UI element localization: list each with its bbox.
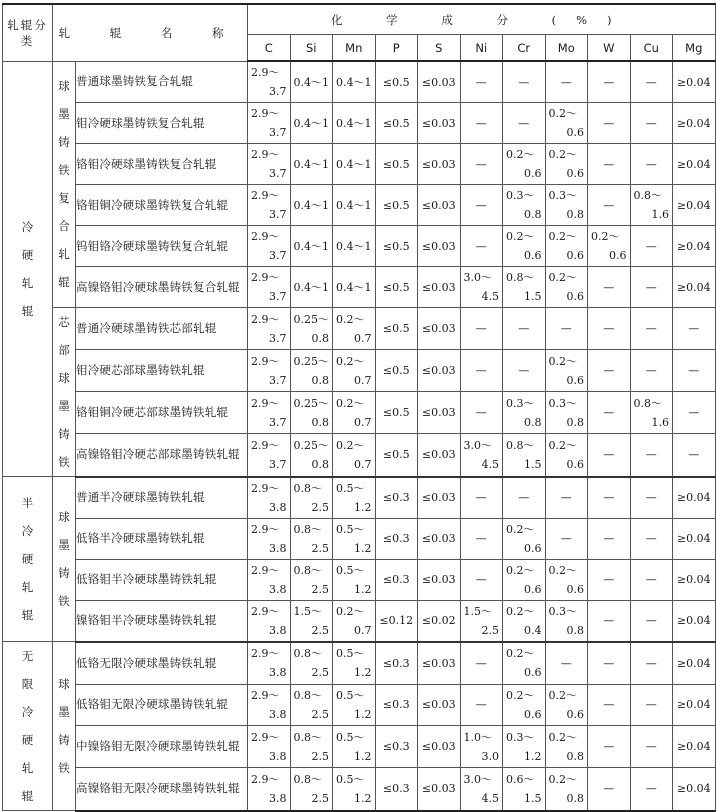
- value-cell-cu: —: [630, 726, 673, 768]
- value-cell-c: 2.9～ 3.8: [248, 477, 291, 519]
- value-cell-ni: 3.0～ 4.5: [460, 267, 503, 308]
- value-cell-ni: —: [460, 642, 503, 685]
- table-row: [3, 144, 716, 185]
- value-cell-w: —: [588, 392, 631, 434]
- value-cell-w: —: [588, 518, 631, 559]
- value-cell-si: 1.5～ 2.5: [290, 600, 333, 642]
- value-cell-cr: 0.3～ 1.2: [503, 726, 546, 768]
- value-cell-mo: 0.2～ 0.6: [545, 684, 588, 726]
- element-header-mn: Mn: [333, 35, 376, 62]
- roll-category-cell: 半 冷 硬 轧 辊: [3, 477, 53, 642]
- value-cell-cu: —: [630, 61, 673, 103]
- value-cell-mo: 0.2～ 0.6: [545, 267, 588, 308]
- value-cell-ni: —: [460, 185, 503, 226]
- roll-name-cell: 低铬钼无限冷硬球墨铸铁轧辊: [76, 684, 248, 726]
- table-row: [3, 477, 716, 519]
- value-cell-cr: 0.8～ 1.5: [503, 434, 546, 477]
- composition-table: [2, 3, 716, 812]
- value-cell-mg: ≥0.04: [673, 684, 716, 726]
- table-row: [3, 103, 716, 144]
- value-cell-p: ≤0.5: [375, 61, 418, 103]
- table-row: [3, 392, 716, 434]
- value-cell-p: ≤0.5: [375, 144, 418, 185]
- value-cell-mg: ≥0.04: [673, 267, 716, 308]
- value-cell-mn: 0.4～1: [333, 103, 376, 144]
- value-cell-mn: 0.2～ 0.7: [333, 308, 376, 350]
- value-cell-cu: —: [630, 350, 673, 392]
- value-cell-cu: —: [630, 267, 673, 308]
- value-cell-mo: 0.2～ 0.6: [545, 559, 588, 600]
- roll-name-cell: 高镍铬钼无限冷硬球墨铸铁轧辊: [76, 768, 248, 811]
- value-cell-w: —: [588, 185, 631, 226]
- table-row: [3, 308, 716, 350]
- value-cell-si: 0.4～1: [290, 267, 333, 308]
- value-cell-s: ≤0.02: [418, 600, 461, 642]
- value-cell-mo: —: [545, 61, 588, 103]
- table-row: [3, 226, 716, 267]
- value-cell-p: ≤0.12: [375, 600, 418, 642]
- value-cell-c: 2.9～ 3.8: [248, 518, 291, 559]
- table-row: [3, 559, 716, 600]
- value-cell-s: ≤0.03: [418, 144, 461, 185]
- value-cell-cr: 0.2～ 0.6: [503, 559, 546, 600]
- roll-name-cell: 铬钼铜冷硬球墨铸铁复合轧辊: [76, 185, 248, 226]
- value-cell-w: —: [588, 144, 631, 185]
- table-body: [3, 61, 716, 811]
- value-cell-p: ≤0.5: [375, 350, 418, 392]
- value-cell-mg: ≥0.04: [673, 642, 716, 685]
- value-cell-s: ≤0.03: [418, 768, 461, 811]
- value-cell-si: 0.25～ 0.8: [290, 308, 333, 350]
- value-cell-cu: 0.8～ 1.6: [630, 392, 673, 434]
- element-header-si: Si: [290, 35, 333, 62]
- value-cell-mn: 0.4～1: [333, 61, 376, 103]
- value-cell-cr: 0.2～ 0.4: [503, 600, 546, 642]
- table-row: [3, 600, 716, 642]
- value-cell-s: ≤0.03: [418, 392, 461, 434]
- value-cell-mo: 0.3～ 0.8: [545, 392, 588, 434]
- value-cell-w: —: [588, 768, 631, 811]
- value-cell-cr: 0.3～ 0.8: [503, 392, 546, 434]
- value-cell-mn: 0.5～ 1.2: [333, 726, 376, 768]
- value-cell-cr: —: [503, 477, 546, 519]
- value-cell-w: 0.2～ 0.6: [588, 226, 631, 267]
- value-cell-cu: —: [630, 518, 673, 559]
- value-cell-s: ≤0.03: [418, 226, 461, 267]
- table-row: [3, 518, 716, 559]
- value-cell-w: —: [588, 61, 631, 103]
- value-cell-cr: 0.2～ 0.6: [503, 684, 546, 726]
- value-cell-mg: —: [673, 434, 716, 477]
- value-cell-c: 2.9～ 3.7: [248, 350, 291, 392]
- value-cell-cr: 0.2～ 0.6: [503, 144, 546, 185]
- table-row: [3, 642, 716, 685]
- value-cell-mo: 0.2～ 0.8: [545, 726, 588, 768]
- value-cell-p: ≤0.3: [375, 642, 418, 685]
- table-row: [3, 267, 716, 308]
- value-cell-ni: 1.0～ 3.0: [460, 726, 503, 768]
- value-cell-ni: 3.0～ 4.5: [460, 768, 503, 811]
- value-cell-p: ≤0.5: [375, 267, 418, 308]
- value-cell-mn: 0.5～ 1.2: [333, 477, 376, 519]
- value-cell-p: ≤0.5: [375, 308, 418, 350]
- value-cell-cu: —: [630, 308, 673, 350]
- value-cell-mo: 0.2～ 0.6: [545, 434, 588, 477]
- roll-name-cell: 低铬无限冷硬球墨铸铁轧辊: [76, 642, 248, 685]
- roll-name-cell: 钨钼铬冷硬球墨铸铁复合轧辊: [76, 226, 248, 267]
- value-cell-p: ≤0.5: [375, 392, 418, 434]
- element-header-c: C: [248, 35, 291, 62]
- table-row: [3, 768, 716, 811]
- value-cell-c: 2.9～ 3.7: [248, 144, 291, 185]
- value-cell-mo: —: [545, 642, 588, 685]
- roll-name-cell: 普通半冷硬球墨铸铁轧辊: [76, 477, 248, 519]
- value-cell-cr: 0.2～ 0.6: [503, 642, 546, 685]
- value-cell-cu: —: [630, 226, 673, 267]
- value-cell-p: ≤0.3: [375, 518, 418, 559]
- value-cell-cu: 0.8～ 1.6: [630, 185, 673, 226]
- value-cell-mg: ≥0.04: [673, 185, 716, 226]
- value-cell-cu: —: [630, 642, 673, 685]
- element-header-mo: Mo: [545, 35, 588, 62]
- value-cell-si: 0.4～1: [290, 61, 333, 103]
- value-cell-c: 2.9～ 3.7: [248, 392, 291, 434]
- value-cell-cr: 0.8～ 1.5: [503, 267, 546, 308]
- value-cell-si: 0.4～1: [290, 226, 333, 267]
- value-cell-s: ≤0.03: [418, 559, 461, 600]
- value-cell-w: —: [588, 434, 631, 477]
- value-cell-c: 2.9～ 3.7: [248, 226, 291, 267]
- value-cell-mg: ≥0.04: [673, 226, 716, 267]
- element-header-cu: Cu: [630, 35, 673, 62]
- element-header-p: P: [375, 35, 418, 62]
- value-cell-mn: 0.5～ 1.2: [333, 642, 376, 685]
- value-cell-mo: —: [545, 518, 588, 559]
- table-row: [3, 434, 716, 477]
- value-cell-cr: 0.2～ 0.6: [503, 226, 546, 267]
- value-cell-ni: —: [460, 308, 503, 350]
- roll-name-cell: 低铬钼半冷硬球墨铸铁轧辊: [76, 559, 248, 600]
- roll-name-cell: 普通球墨铸铁复合轧辊: [76, 61, 248, 103]
- value-cell-ni: —: [460, 477, 503, 519]
- value-cell-mn: 0.4～1: [333, 185, 376, 226]
- value-cell-w: —: [588, 308, 631, 350]
- value-cell-w: —: [588, 103, 631, 144]
- value-cell-cu: —: [630, 559, 673, 600]
- value-cell-ni: —: [460, 144, 503, 185]
- roll-name-cell: 低铬半冷硬球墨铸铁轧辊: [76, 518, 248, 559]
- value-cell-cu: —: [630, 434, 673, 477]
- value-cell-si: 0.4～1: [290, 185, 333, 226]
- value-cell-mn: 0.4～1: [333, 267, 376, 308]
- value-cell-p: ≤0.3: [375, 768, 418, 811]
- value-cell-cr: —: [503, 350, 546, 392]
- value-cell-p: ≤0.5: [375, 434, 418, 477]
- value-cell-si: 0.25～ 0.8: [290, 350, 333, 392]
- value-cell-si: 0.8～ 2.5: [290, 477, 333, 519]
- value-cell-cr: —: [503, 103, 546, 144]
- element-header-ni: Ni: [460, 35, 503, 62]
- element-header-s: S: [418, 35, 461, 62]
- roll-name-cell: 高镍铬钼冷硬球墨铸铁复合轧辊: [76, 267, 248, 308]
- value-cell-mn: 0.4～1: [333, 226, 376, 267]
- value-cell-mn: 0.4～1: [333, 144, 376, 185]
- header-roll-name: 轧 辊 名 称: [53, 4, 248, 61]
- value-cell-mo: 0.2～ 0.6: [545, 103, 588, 144]
- value-cell-w: —: [588, 600, 631, 642]
- value-cell-mo: 0.2～ 0.6: [545, 144, 588, 185]
- value-cell-mg: ≥0.04: [673, 768, 716, 811]
- value-cell-si: 0.8～ 2.5: [290, 726, 333, 768]
- value-cell-s: ≤0.03: [418, 308, 461, 350]
- value-cell-mg: —: [673, 392, 716, 434]
- value-cell-s: ≤0.03: [418, 477, 461, 519]
- value-cell-ni: 1.5～ 2.5: [460, 600, 503, 642]
- value-cell-si: 0.8～ 2.5: [290, 768, 333, 811]
- value-cell-mo: 0.3～ 0.8: [545, 185, 588, 226]
- value-cell-si: 0.8～ 2.5: [290, 684, 333, 726]
- value-cell-s: ≤0.03: [418, 61, 461, 103]
- element-header-cr: Cr: [503, 35, 546, 62]
- roll-category-cell: 无 限 冷 硬 轧 辊: [3, 642, 53, 811]
- value-cell-cu: —: [630, 684, 673, 726]
- value-cell-p: ≤0.3: [375, 559, 418, 600]
- value-cell-w: —: [588, 477, 631, 519]
- value-cell-w: —: [588, 684, 631, 726]
- table-row: [3, 61, 716, 103]
- value-cell-ni: —: [460, 518, 503, 559]
- value-cell-cu: —: [630, 600, 673, 642]
- table-row: [3, 726, 716, 768]
- roll-name-cell: 镍铬钼半冷硬球墨铸铁轧辊: [76, 600, 248, 642]
- value-cell-mn: 0.2～ 0.7: [333, 350, 376, 392]
- roll-category-cell: 冷 硬 轧 辊: [3, 61, 53, 477]
- value-cell-ni: —: [460, 350, 503, 392]
- value-cell-c: 2.9～ 3.8: [248, 726, 291, 768]
- element-header-mg: Mg: [673, 35, 716, 62]
- value-cell-cu: —: [630, 768, 673, 811]
- value-cell-si: 0.8～ 2.5: [290, 559, 333, 600]
- value-cell-mo: —: [545, 477, 588, 519]
- value-cell-ni: —: [460, 226, 503, 267]
- value-cell-s: ≤0.03: [418, 103, 461, 144]
- value-cell-s: ≤0.03: [418, 726, 461, 768]
- value-cell-ni: —: [460, 559, 503, 600]
- roll-name-cell: 普通冷硬球墨铸铁芯部轧辊: [76, 308, 248, 350]
- value-cell-mg: ≥0.04: [673, 61, 716, 103]
- value-cell-mg: ≥0.04: [673, 518, 716, 559]
- value-cell-mn: 0.2～ 0.7: [333, 600, 376, 642]
- value-cell-p: ≤0.5: [375, 103, 418, 144]
- value-cell-cr: 0.3～ 0.8: [503, 185, 546, 226]
- element-header-w: W: [588, 35, 631, 62]
- value-cell-c: 2.9～ 3.7: [248, 308, 291, 350]
- roll-name-cell: 铬钼冷硬球墨铸铁复合轧辊: [76, 144, 248, 185]
- value-cell-mn: 0.5～ 1.2: [333, 768, 376, 811]
- value-cell-c: 2.9～ 3.7: [248, 103, 291, 144]
- value-cell-mg: ≥0.04: [673, 600, 716, 642]
- table-row: [3, 185, 716, 226]
- value-cell-c: 2.9～ 3.7: [248, 267, 291, 308]
- roll-name-cell: 钼冷硬球墨铸铁复合轧辊: [76, 103, 248, 144]
- value-cell-cr: —: [503, 61, 546, 103]
- roll-subgroup-cell: 芯 部 球 墨 铸 铁: [53, 308, 76, 477]
- roll-subgroup-cell: 球 墨 铸 铁 复 合 轧 辊: [53, 61, 76, 308]
- value-cell-mn: 0.5～ 1.2: [333, 559, 376, 600]
- value-cell-s: ≤0.03: [418, 642, 461, 685]
- value-cell-c: 2.9～ 3.8: [248, 559, 291, 600]
- table-row: [3, 684, 716, 726]
- value-cell-mn: 0.2～ 0.7: [333, 434, 376, 477]
- value-cell-si: 0.25～ 0.8: [290, 392, 333, 434]
- roll-subgroup-cell: 球 墨 铸 铁: [53, 642, 76, 811]
- value-cell-mo: 0.2～ 0.8: [545, 768, 588, 811]
- value-cell-si: 0.4～1: [290, 144, 333, 185]
- value-cell-w: —: [588, 559, 631, 600]
- value-cell-cr: 0.6～ 1.5: [503, 768, 546, 811]
- value-cell-mg: —: [673, 308, 716, 350]
- value-cell-p: ≤0.3: [375, 684, 418, 726]
- value-cell-mg: ≥0.04: [673, 103, 716, 144]
- value-cell-mn: 0.5～ 1.2: [333, 684, 376, 726]
- value-cell-c: 2.9～ 3.7: [248, 434, 291, 477]
- value-cell-cu: —: [630, 144, 673, 185]
- value-cell-ni: —: [460, 684, 503, 726]
- value-cell-c: 2.9～ 3.8: [248, 768, 291, 811]
- value-cell-c: 2.9～ 3.7: [248, 185, 291, 226]
- value-cell-mg: —: [673, 350, 716, 392]
- value-cell-s: ≤0.03: [418, 185, 461, 226]
- roll-name-cell: 高镍铬钼冷硬芯部球墨铸铁轧辊: [76, 434, 248, 477]
- value-cell-s: ≤0.03: [418, 684, 461, 726]
- value-cell-p: ≤0.3: [375, 726, 418, 768]
- value-cell-s: ≤0.03: [418, 350, 461, 392]
- value-cell-s: ≤0.03: [418, 267, 461, 308]
- value-cell-mo: 0.3～ 0.8: [545, 600, 588, 642]
- value-cell-cu: —: [630, 477, 673, 519]
- value-cell-p: ≤0.5: [375, 185, 418, 226]
- value-cell-mn: 0.5～ 1.2: [333, 518, 376, 559]
- value-cell-c: 2.9～ 3.7: [248, 61, 291, 103]
- value-cell-s: ≤0.03: [418, 434, 461, 477]
- value-cell-w: —: [588, 642, 631, 685]
- value-cell-si: 0.4～1: [290, 103, 333, 144]
- value-cell-s: ≤0.03: [418, 518, 461, 559]
- header-category: 轧辊分类: [3, 4, 53, 61]
- value-cell-si: 0.25～ 0.8: [290, 434, 333, 477]
- value-cell-cr: —: [503, 308, 546, 350]
- value-cell-ni: —: [460, 392, 503, 434]
- value-cell-ni: 3.0～ 4.5: [460, 434, 503, 477]
- roll-name-cell: 铬钼铜冷硬芯部球墨铸铁轧辊: [76, 392, 248, 434]
- value-cell-mo: 0.2～ 0.6: [545, 350, 588, 392]
- value-cell-c: 2.9～ 3.8: [248, 600, 291, 642]
- value-cell-si: 0.8～ 2.5: [290, 518, 333, 559]
- value-cell-p: ≤0.5: [375, 226, 418, 267]
- roll-subgroup-cell: 球 墨 铸 铁: [53, 477, 76, 642]
- value-cell-w: —: [588, 350, 631, 392]
- value-cell-p: ≤0.3: [375, 477, 418, 519]
- value-cell-c: 2.9～ 3.8: [248, 684, 291, 726]
- value-cell-mo: —: [545, 308, 588, 350]
- value-cell-mo: 0.2～ 0.6: [545, 226, 588, 267]
- value-cell-w: —: [588, 726, 631, 768]
- value-cell-mg: ≥0.04: [673, 726, 716, 768]
- value-cell-mg: ≥0.04: [673, 559, 716, 600]
- value-cell-ni: —: [460, 103, 503, 144]
- value-cell-mn: 0.2～ 0.7: [333, 392, 376, 434]
- value-cell-mg: ≥0.04: [673, 144, 716, 185]
- value-cell-c: 2.9～ 3.8: [248, 642, 291, 685]
- value-cell-cr: 0.2～ 0.6: [503, 518, 546, 559]
- table-row: [3, 350, 716, 392]
- value-cell-w: —: [588, 267, 631, 308]
- value-cell-mg: ≥0.04: [673, 477, 716, 519]
- value-cell-cu: —: [630, 103, 673, 144]
- value-cell-si: 0.8～ 2.5: [290, 642, 333, 685]
- value-cell-ni: —: [460, 61, 503, 103]
- roll-name-cell: 中镍铬钼无限冷硬球墨铸铁轧辊: [76, 726, 248, 768]
- header-composition: 化 学 成 分 (%): [248, 4, 716, 35]
- roll-name-cell: 钼冷硬芯部球墨铸铁轧辊: [76, 350, 248, 392]
